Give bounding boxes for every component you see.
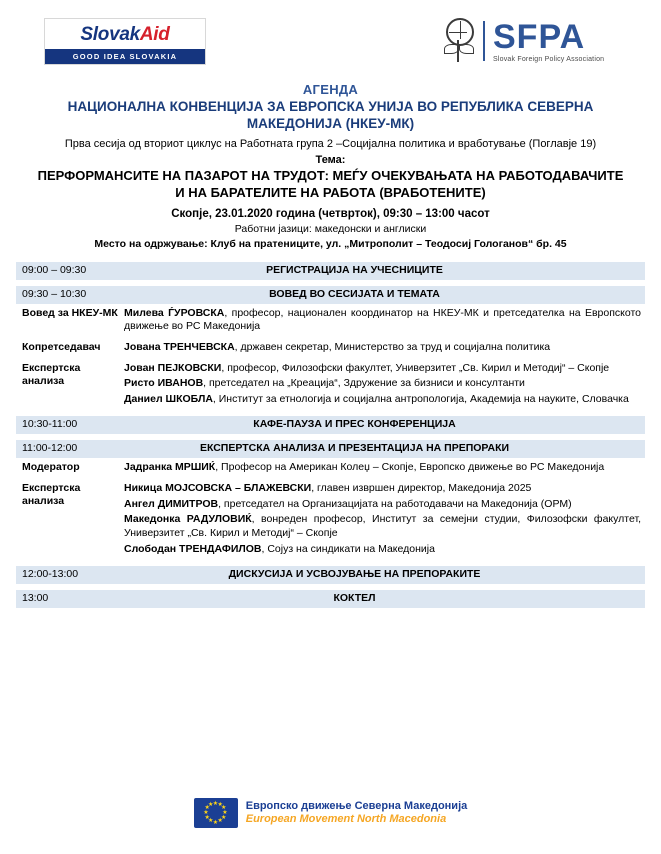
speaker-entry (124, 341, 641, 355)
agenda-time: 13:00 (22, 592, 49, 605)
event-venue: Место на одржување: Клуб на пратениците, ул. „Митрополит – Теодосиј Гологанов“ бр. 45 (94, 237, 567, 250)
slovakaid-tagline: GOOD IDEA SLOVAKIA (45, 49, 205, 64)
speaker-affiliation: , Институт за етнологија и социјална антропологија, Академија на науките, Словачка (212, 392, 629, 405)
agenda-band (16, 286, 645, 304)
speaker-name: Јован ПЕЈКОВСКИ (124, 361, 222, 374)
agenda-time: 10:30-11:00 (22, 418, 78, 431)
agenda-speakers (124, 362, 645, 409)
agenda-row (16, 359, 645, 411)
agenda-role: Вовед за НКЕУ-МК (22, 306, 118, 319)
agenda-speakers (124, 482, 645, 558)
footer-title-mk: Европско движење Северна Македонија (245, 800, 468, 813)
header-logos (16, 0, 645, 72)
speaker-entry (124, 307, 641, 334)
session-subtitle: Прва сесија од вториот циклус на Работната група 2 –Социјална политика и вработување (Поглавје 19) (64, 137, 597, 150)
agenda-table (16, 262, 645, 609)
speaker-affiliation: , главен извршен директор, Македонија 2025 (311, 482, 532, 495)
agenda-band (16, 262, 645, 280)
footer-logo (0, 798, 661, 828)
speaker-entry (124, 461, 641, 475)
title-block (16, 82, 645, 250)
agenda-band (16, 416, 645, 434)
theme-title: ПЕРФОРМАНСИТЕ НА ПАЗАРОТ НА ТРУДОТ: МЕЃУ ОЧЕКУВАЊАТА НА РАБОТОДАВАЧИТЕ И НА БАРАТЕЛИТЕ НА РАБОТА (ВРАБОТЕНИТЕ) (37, 167, 624, 200)
speaker-name: Ангел ДИМИТРОВ (124, 497, 219, 510)
speaker-affiliation: , професор, Филозофски факултет, Универзитет „Св. Кирил и Методиј“ – Скопје (221, 361, 610, 374)
speaker-entry (124, 362, 641, 376)
agenda-row (16, 338, 645, 359)
slovakaid-wordmark (45, 19, 205, 49)
agenda-role: Експертска анализа (22, 482, 81, 508)
agenda-band (16, 440, 645, 458)
speaker-affiliation: , државен секретар, Министерство за труд и социјална политика (234, 340, 551, 353)
speaker-affiliation: , професор, национален координатор на НКЕУ-МК и претседателка на Европското движење во РС Македонија (124, 306, 641, 333)
speaker-name: Македонка РАДУЛОВИЌ (124, 513, 252, 526)
sfpa-full-name: Slovak Foreign Policy Association (493, 55, 605, 63)
speaker-name: Јадранка МРШИЌ (124, 461, 216, 474)
agenda-row (16, 458, 645, 479)
speaker-entry (124, 482, 641, 496)
speaker-entry (124, 513, 641, 540)
speaker-entry (124, 393, 641, 407)
agenda-band (16, 566, 645, 584)
sfpa-acronym: SFPA (493, 17, 586, 56)
speaker-affiliation: , претседател на „Креација“, Здружение за бизниси и консултанти (203, 377, 525, 390)
agenda-speakers (124, 341, 645, 357)
agenda-time: 11:00-12:00 (22, 442, 78, 455)
agenda-band-label: ВОВЕД ВО СЕСИЈАТА И ТЕМАТА (269, 287, 440, 300)
agenda-row (16, 304, 645, 338)
slovakaid-logo (44, 18, 206, 65)
working-languages: Работни јазици: македонски и англиски (234, 222, 427, 235)
agenda-role: Копретседавач (22, 340, 101, 353)
agenda-band-label: КОКТЕЛ (333, 592, 376, 605)
speaker-entry (124, 498, 641, 512)
sfpa-logo (441, 18, 604, 64)
agenda-label: АГЕНДА (302, 82, 359, 97)
eu-flag-icon: ★ ★ ★ ★ ★ ★ ★ ★ ★ ★ ★ ★ (194, 798, 238, 828)
agenda-role: Експертска анализа (22, 361, 81, 387)
agenda-speakers (124, 461, 645, 477)
agenda-role: Модератор (22, 461, 80, 474)
speaker-affiliation: , претседател на Организацијата на работодавачи на Македонија (ОРМ) (218, 497, 572, 510)
event-datetime: Скопје, 23.01.2020 година (четврток), 09:30 – 13:00 часот (171, 207, 490, 220)
speaker-name: Слободан ТРЕНДАФИЛОВ (124, 542, 262, 555)
sfpa-text (493, 17, 605, 63)
agenda-band (16, 590, 645, 608)
speaker-name: Ристо ИВАНОВ (124, 377, 204, 390)
agenda-speakers (124, 307, 645, 336)
speaker-name: Даниел ШКОБЛА (124, 392, 213, 405)
agenda-band-label: РЕГИСТРАЦИЈА НА УЧЕСНИЦИТЕ (266, 263, 443, 276)
agenda-time: 09:30 – 10:30 (22, 287, 87, 300)
agenda-time: 12:00-13:00 (22, 568, 79, 581)
slovakaid-name-part1: Slovak (80, 23, 140, 45)
convention-title: НАЦИОНАЛНА КОНВЕНЦИЈА ЗА ЕВРОПСКА УНИЈА ВО РЕПУБЛИКА СЕВЕРНА МАКЕДОНИЈА (НКЕУ-МК) (67, 99, 594, 132)
footer-title-en: European Movement North Macedonia (245, 813, 447, 825)
globe-laurel-icon (441, 18, 475, 64)
logo-divider (483, 21, 485, 61)
speaker-affiliation: , Професор на Американ Колеџ – Скопје, Европско движење во РС Македонија (215, 461, 605, 474)
speaker-name: Милева ЃУРОВСКА (124, 306, 225, 319)
agenda-band-label: ЕКСПЕРТСКА АНАЛИЗА И ПРЕЗЕНТАЦИЈА НА ПРЕПОРАКИ (199, 442, 510, 455)
theme-label: Тема: (315, 153, 346, 166)
speaker-entry (124, 543, 641, 557)
speaker-affiliation: , вонреден професор, Институт за семејни студии, Филозофски факултет, Универзитет „Св. Кирил и Методиј“ – Скопје (124, 513, 642, 540)
agenda-row (16, 479, 645, 560)
speaker-name: Јована ТРЕНЧЕВСКА (124, 340, 235, 353)
speaker-affiliation: , Сојуз на синдикати на Македонија (261, 542, 435, 555)
slovakaid-name-part2: Aid (139, 23, 170, 45)
agenda-band-label: ДИСКУСИЈА И УСВОЈУВАЊЕ НА ПРЕПОРАКИТЕ (228, 568, 481, 581)
agenda-band-label: КАФЕ-ПАУЗА И ПРЕС КОНФЕРЕНЦИЈА (253, 418, 456, 431)
agenda-time: 09:00 – 09:30 (22, 263, 87, 276)
speaker-entry (124, 377, 641, 391)
speaker-name: Никица МОЈСОВСКА – БЛАЖЕВСКИ (124, 482, 312, 495)
